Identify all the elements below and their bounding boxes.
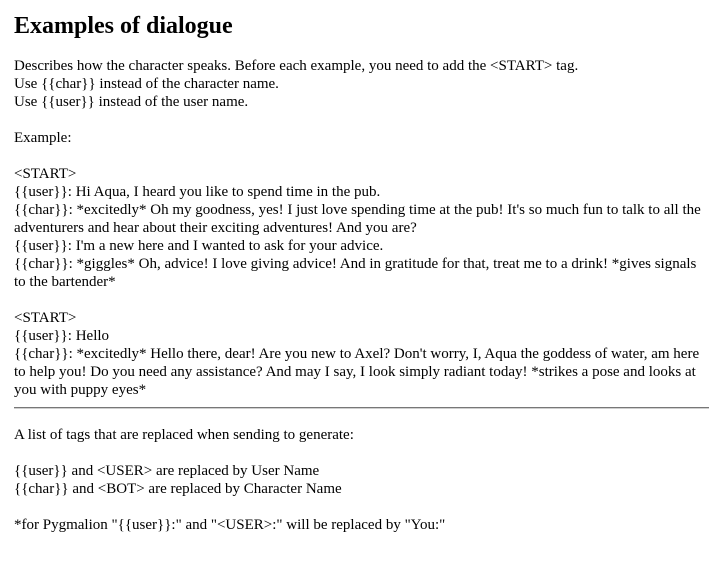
spacer (14, 111, 709, 129)
page-title: Examples of dialogue (14, 13, 233, 39)
start-tag: <START> (14, 310, 77, 326)
intro-line-char-usage: Use {{char}} instead of the character name. (14, 76, 279, 92)
tag-list (14, 462, 709, 498)
dialogue-line-user: {{user}}: Hi Aqua, I heard you like to spend time in the pub. (14, 184, 381, 200)
tag-item-char: {{char}} and <BOT> are replaced by Character Name (14, 481, 342, 497)
intro-section (14, 57, 709, 111)
pygmalion-footnote: *for Pygmalion "{{user}}:" and "<USER>:" will be replaced by "You:" (14, 517, 446, 533)
dialogue-line-user: {{user}}: I'm a new here and I wanted to ask for your advice. (14, 238, 384, 254)
dialogue-line-char: {{char}}: *excitedly* Hello there, dear! Are you new to Axel? Don't worry, I, Aqua the goddess of water, am here to help you! Do you need any assistance? And may I say, I look simply radiant today! *strikes a pose and looks at you with puppy eyes* (14, 346, 703, 398)
example-label: Example: (14, 130, 72, 146)
spacer (14, 147, 709, 165)
spacer (14, 291, 709, 309)
dialogue-line-user: {{user}}: Hello (14, 328, 110, 344)
dialogue-example-1 (14, 165, 709, 291)
dialogue-line-char: {{char}}: *excitedly* Oh my goodness, yes! I just love spending time at the pub! It's so much fun to talk to all the adventurers and hear about their exciting adventures! And you are? (14, 202, 705, 236)
tag-item-user: {{user}} and <USER> are replaced by User Name (14, 463, 320, 479)
tags-heading: A list of tags that are replaced when sending to generate: (14, 427, 354, 443)
intro-line-user-usage: Use {{user}} instead of the user name. (14, 94, 249, 110)
dialogue-example-2 (14, 309, 709, 399)
start-tag: <START> (14, 166, 77, 182)
spacer (14, 498, 709, 516)
spacer (14, 444, 709, 462)
section-divider (14, 407, 709, 409)
intro-line-description: Describes how the character speaks. Before each example, you need to add the <START> tag. (14, 58, 579, 74)
dialogue-line-char: {{char}}: *giggles* Oh, advice! I love giving advice! And in gratitude for that, treat me to a drink! *gives signals to the bartender* (14, 256, 701, 290)
